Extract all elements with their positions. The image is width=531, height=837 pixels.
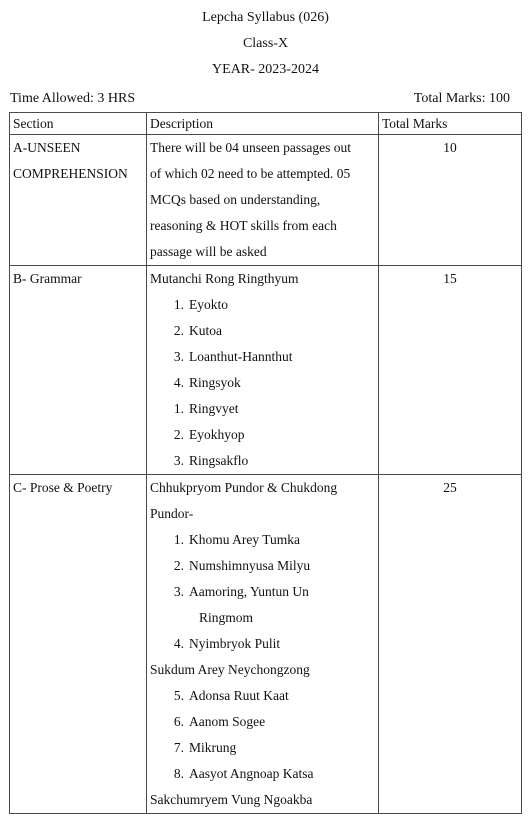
- total-marks: Total Marks: 100: [413, 91, 510, 106]
- list-item: [150, 396, 375, 422]
- list-item: [150, 318, 375, 344]
- description-line: reasoning & HOT skills from each: [150, 218, 337, 233]
- class-label: Class-X: [242, 36, 289, 51]
- list-number: 4.: [173, 375, 184, 390]
- table-row: [10, 135, 522, 266]
- list-item: [150, 761, 375, 787]
- list-text: Ringsakflo: [189, 453, 249, 468]
- description-footer: Sakchumryem Vung Ngoakba: [150, 792, 313, 807]
- list-number: 4.: [173, 636, 184, 651]
- list-item: [150, 553, 375, 579]
- section-name: C- Prose & Poetry: [13, 480, 113, 495]
- list-text: Loanthut-Hannthut: [189, 349, 293, 364]
- list-item: [150, 527, 375, 553]
- marks-cell: 25: [379, 475, 522, 814]
- list-text: Ringvyet: [189, 401, 239, 416]
- list-item: [150, 631, 375, 657]
- list-text: Aamoring, Yuntun Un: [189, 584, 309, 599]
- section-cell: [10, 135, 147, 266]
- list-text: Numshimnyusa Milyu: [189, 558, 311, 573]
- list-text: Aasyot Angnoap Katsa: [189, 766, 314, 781]
- column-header-section: Section: [10, 113, 147, 135]
- exam-meta-row: [0, 86, 531, 112]
- list-number: 2.: [173, 323, 184, 338]
- description-heading: Pundor-: [150, 506, 194, 521]
- table-header-row: [10, 113, 522, 135]
- column-header-description: Description: [147, 113, 379, 135]
- year-label: YEAR- 2023-2024: [212, 62, 319, 77]
- section-name: A-UNSEEN: [13, 140, 81, 155]
- list-item-continuation: Ringmom: [199, 610, 254, 625]
- time-allowed: Time Allowed: 3 HRS: [10, 91, 136, 106]
- list-number: 8.: [173, 766, 184, 781]
- section-cell: [10, 475, 147, 814]
- list-item: [150, 735, 375, 761]
- list-item: [150, 579, 375, 605]
- list-number: 3.: [173, 453, 184, 468]
- list-text: Aanom Sogee: [189, 714, 266, 729]
- list-text: Mikrung: [189, 740, 237, 755]
- list-number: 1.: [173, 401, 184, 416]
- list-item: [150, 709, 375, 735]
- list-number: 2.: [173, 427, 184, 442]
- description-cell: [147, 266, 379, 475]
- list-number: 2.: [173, 558, 184, 573]
- list-text: Kutoa: [189, 323, 222, 338]
- list-number: 3.: [173, 349, 184, 364]
- description-heading: Chhukpryom Pundor & Chukdong: [150, 480, 338, 495]
- section-name: B- Grammar: [13, 271, 82, 286]
- list-number: 1.: [173, 532, 184, 547]
- list-number: 7.: [173, 740, 184, 755]
- list-number: 6.: [173, 714, 184, 729]
- description-cell: [147, 135, 379, 266]
- list-item: [150, 370, 375, 396]
- list-item: [150, 344, 375, 370]
- description-subheading: Sukdum Arey Neychongzong: [150, 662, 310, 677]
- table-row: [10, 475, 522, 814]
- list-number: 5.: [173, 688, 184, 703]
- description-line: There will be 04 unseen passages out: [150, 140, 351, 155]
- syllabus-title: Lepcha Syllabus (026): [202, 10, 329, 25]
- list-text: Eyokto: [189, 297, 228, 312]
- marks-cell: 10: [379, 135, 522, 266]
- list-text: Ringsyok: [189, 375, 241, 390]
- list-text: Eyokhyop: [189, 427, 245, 442]
- table-row: [10, 266, 522, 475]
- description-cell: [147, 475, 379, 814]
- column-header-total-marks: Total Marks: [379, 113, 522, 135]
- list-item: [150, 683, 375, 709]
- list-number: 1.: [173, 297, 184, 312]
- description-heading: Mutanchi Rong Ringthyum: [150, 271, 299, 286]
- description-line: passage will be asked: [150, 244, 267, 259]
- list-text: Nyimbryok Pulit: [189, 636, 281, 651]
- syllabus-table: [9, 112, 522, 814]
- description-line: MCQs based on understanding,: [150, 192, 321, 207]
- list-item: [150, 292, 375, 318]
- list-text: Khomu Arey Tumka: [189, 532, 301, 547]
- list-number: 3.: [173, 584, 184, 599]
- section-name: COMPREHENSION: [13, 166, 128, 181]
- list-item: [150, 448, 375, 474]
- marks-cell: 15: [379, 266, 522, 475]
- section-cell: [10, 266, 147, 475]
- list-text: Adonsa Ruut Kaat: [189, 688, 289, 703]
- description-line: of which 02 need to be attempted. 05: [150, 166, 351, 181]
- list-item: [150, 422, 375, 448]
